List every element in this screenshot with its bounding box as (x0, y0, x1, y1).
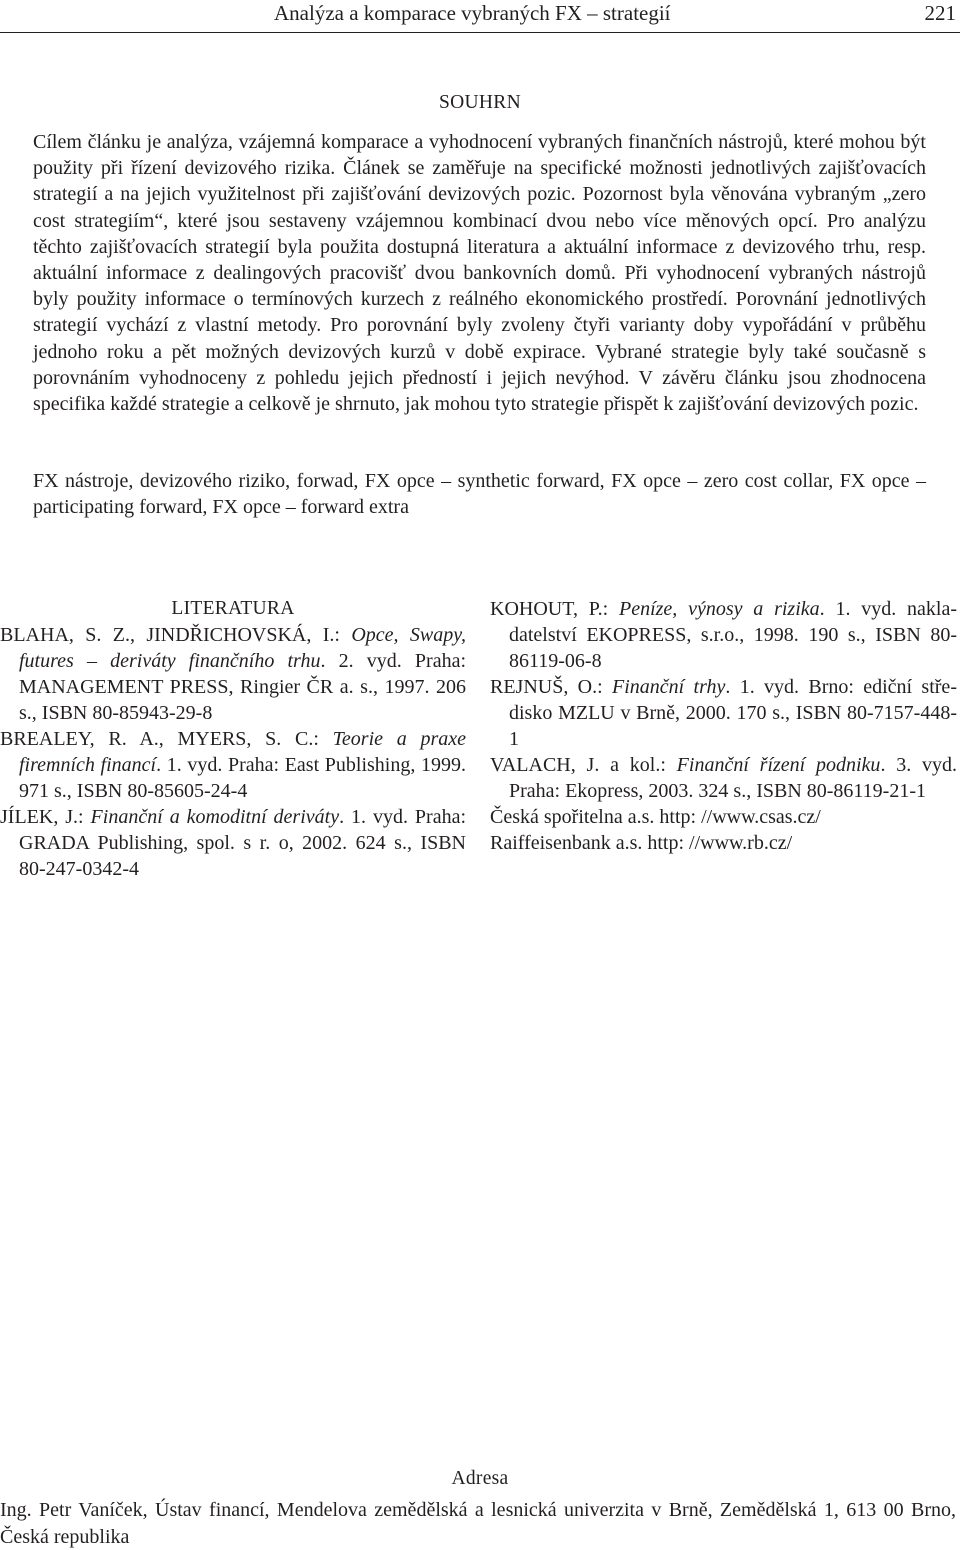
reference-item: KOHOUT, P.: Peníze, výnosy a rizika. 1. vyd. nakladatelství EKOPRESS, s.r.o., 1998. 190 s., ISBN 80-86119-06-8 (490, 598, 958, 672)
address-heading: Adresa (451, 1468, 509, 1489)
references-right-column (490, 596, 957, 856)
reference-item: JÍLEK, J.: Finanční a komoditní deriváty. 1. vyd. Praha: GRADA Publishing, spol. s r. o, 2002. 624 s., ISBN 80-247-0342-4 (0, 806, 466, 880)
reference-item: REJNUŠ, O.: Finanční trhy. 1. vyd. Brno: ediční středisko MZLU v Brně, 2000. 170 s., ISBN 80-7157-448-1 (490, 676, 957, 750)
literature-heading: LITERATURA (171, 598, 295, 619)
summary-text: Cílem článku je analýza, vzájemná komparace a vyhodnocení vybraných finančních nástrojů, které mohou být použity při řízení devizového rizika. Článek se zaměřuje na specifické možnosti jednotlivých zajišťovacích strategií a na jejich využitelnost při zajišťování devizových pozic. Pozornost byla věnována vybraným „zero cost strategiím“, které jsou sestaveny vzájemnou kombinací dvou nebo více měnových opcí. Pro analýzu těchto zajišťovacích strategií byla použita dostupná literatura a aktuální informace z devizového trhu, resp. aktuální informace z dealingových pracovišť dvou bankovních domů. Při vyhodnocení vybraných nástrojů byly použity informace o termínových kurzech z reálného ekonomického prostředí. Porovnání jednotlivých strategií vychází z vlastní metody. Pro porovnání byly zvoleny čtyři varianty doby vypořádání v průběhu jednoho roku a pět možných devizových kurzů v době expirace. Vybrané strategie byly také současně s porovnáním vyhodnoceny z pohledu jejich předností i jejich nevýhod. V závěru článku jsou zhodnocena specifika každé strategie a celkově je shrnuto, jak mohou tyto strategie přispět k zajišťování devizových pozic. (33, 131, 926, 416)
keywords: FX nástroje, devizového riziko, forwad, FX opce – synthetic forward, FX opce – zero cost collar, FX opce – participating forward, FX opce – forward extra (33, 470, 926, 519)
summary-heading: SOUHRN (439, 92, 521, 113)
running-title: Analýza a komparace vybraných FX – strategií (274, 1, 671, 25)
reference-item: Raiffeisenbank a.s. http: //www.rb.cz/ (490, 832, 793, 854)
references-left-column (0, 596, 466, 882)
author-address: Ing. Petr Vaníček, Ústav financí, Mendelova zemědělská a lesnická univerzita v Brně, Zemědělská 1, 613 00 Brno, Česká republika (0, 1499, 956, 1548)
reference-item: BLAHA, S. Z., JINDŘICHOVSKÁ, I.: Opce, Swapy, futures – deriváty finančního trhu. 2. vyd. Praha: MANAGEMENT PRESS, Ringier ČR a. s., 1997. 206 s., ISBN 80-85943-29-8 (0, 624, 467, 724)
page-number: 221 (924, 1, 956, 25)
reference-item: Česká spořitelna a.s. http: //www.csas.cz/ (490, 806, 821, 828)
running-header (0, 0, 960, 33)
reference-item: BREALEY, R. A., MYERS, S. C.: Teorie a praxe firemních financí. 1. vyd. Praha: East Publishing, 1999. 971 s., ISBN 80-85605-24-4 (0, 728, 466, 802)
reference-item: VALACH, J. a kol.: Finanční řízení podniku. 3. vyd. Praha: Ekopress, 2003. 324 s., ISBN 80-86119-21-1 (490, 754, 958, 802)
